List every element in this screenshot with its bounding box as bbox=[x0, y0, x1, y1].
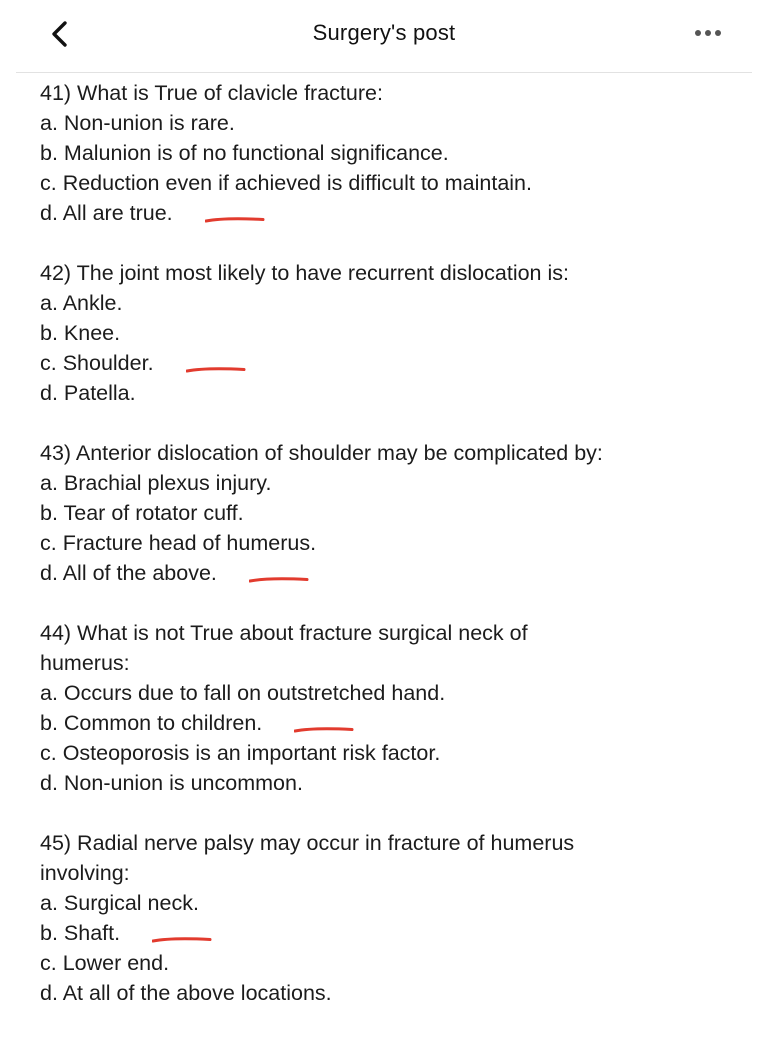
answer-option bbox=[40, 108, 740, 138]
header-divider bbox=[16, 72, 752, 73]
question-stem: 41) What is True of clavicle fracture: bbox=[40, 81, 383, 105]
answer-option bbox=[40, 528, 740, 558]
answer-option bbox=[40, 348, 740, 378]
answer-option-text: c. Fracture head of humerus. bbox=[40, 531, 317, 555]
answer-option bbox=[40, 468, 740, 498]
answer-option bbox=[40, 768, 740, 798]
correct-answer-mark bbox=[249, 576, 305, 580]
answer-option bbox=[40, 738, 740, 768]
answer-option-text: a. Ankle. bbox=[40, 291, 123, 315]
answer-option bbox=[40, 948, 740, 978]
post-body bbox=[40, 78, 740, 1038]
answer-option-text: c. Reduction even if achieved is difficult to maintain. bbox=[40, 171, 532, 195]
answer-option bbox=[40, 708, 740, 738]
correct-answer-mark bbox=[186, 366, 242, 370]
answer-option bbox=[40, 318, 740, 348]
answer-option bbox=[40, 978, 740, 1008]
answer-option bbox=[40, 498, 740, 528]
app-header bbox=[0, 0, 768, 72]
answer-option-text: d. Non-union is uncommon. bbox=[40, 771, 303, 795]
answer-option bbox=[40, 138, 740, 168]
correct-answer-mark bbox=[294, 726, 350, 730]
answer-option bbox=[40, 918, 740, 948]
question-stem: humerus: bbox=[40, 651, 130, 675]
answer-option-text: b. Tear of rotator cuff. bbox=[40, 501, 244, 525]
question-stem: 45) Radial nerve palsy may occur in fracture of humerus bbox=[40, 831, 575, 855]
answer-option-text: b. Common to children. bbox=[40, 711, 263, 735]
answer-option-text: c. Shoulder. bbox=[40, 351, 154, 375]
question-block bbox=[40, 78, 740, 228]
answer-option bbox=[40, 558, 740, 588]
answer-option-text: d. All of the above. bbox=[40, 561, 217, 585]
answer-option-text: d. At all of the above locations. bbox=[40, 981, 332, 1005]
question-stem: 44) What is not True about fracture surgical neck of bbox=[40, 621, 528, 645]
answer-option-text: b. Malunion is of no functional significance. bbox=[40, 141, 449, 165]
answer-option bbox=[40, 168, 740, 198]
answer-option-text: a. Surgical neck. bbox=[40, 891, 199, 915]
question-block bbox=[40, 828, 740, 1008]
more-options-button[interactable] bbox=[688, 18, 728, 48]
answer-option-text: a. Brachial plexus injury. bbox=[40, 471, 272, 495]
more-horizontal-icon bbox=[695, 30, 701, 36]
page-title: Surgery's post bbox=[312, 20, 456, 45]
answer-option bbox=[40, 378, 740, 408]
question-stem: involving: bbox=[40, 861, 130, 885]
answer-option-text: b. Knee. bbox=[40, 321, 121, 345]
answer-option-text: b. Shaft. bbox=[40, 921, 121, 945]
question-block bbox=[40, 258, 740, 408]
question-stem: 42) The joint most likely to have recurrent dislocation is: bbox=[40, 261, 569, 285]
answer-option-text: a. Non-union is rare. bbox=[40, 111, 235, 135]
question-stem: 43) Anterior dislocation of shoulder may be complicated by: bbox=[40, 441, 603, 465]
question-block bbox=[40, 438, 740, 588]
answer-option-text: c. Osteoporosis is an important risk factor. bbox=[40, 741, 441, 765]
correct-answer-mark bbox=[152, 936, 208, 940]
answer-option bbox=[40, 678, 740, 708]
answer-option-text: d. Patella. bbox=[40, 381, 136, 405]
answer-option bbox=[40, 888, 740, 918]
answer-option-text: a. Occurs due to fall on outstretched hand. bbox=[40, 681, 446, 705]
answer-option-text: c. Lower end. bbox=[40, 951, 170, 975]
question-block bbox=[40, 618, 740, 798]
answer-option-text: d. All are true. bbox=[40, 201, 173, 225]
answer-option bbox=[40, 198, 740, 228]
correct-answer-mark bbox=[205, 216, 261, 220]
answer-option bbox=[40, 288, 740, 318]
